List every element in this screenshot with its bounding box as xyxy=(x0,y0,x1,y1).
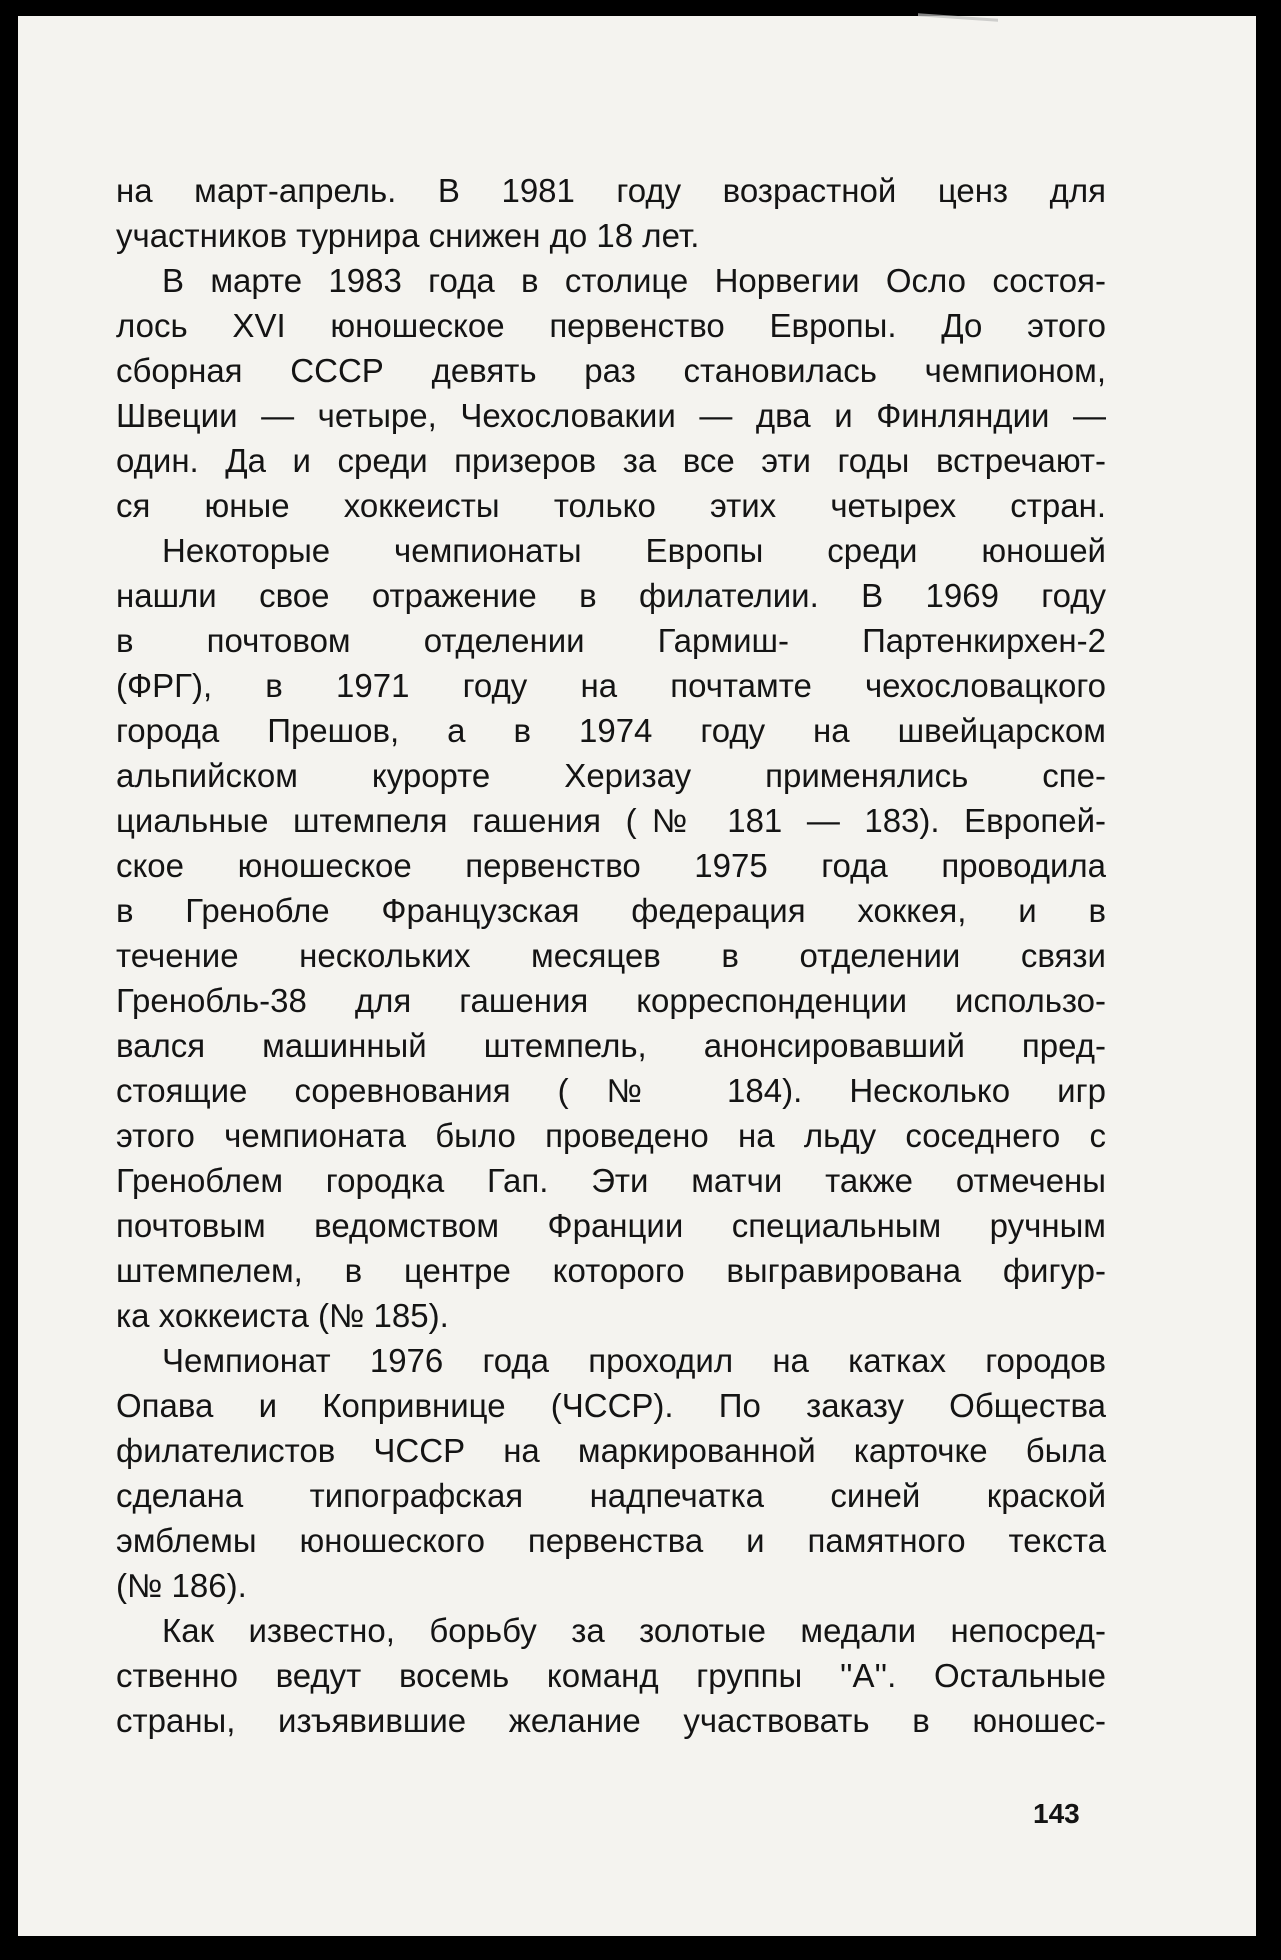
book-page xyxy=(18,16,1256,1936)
text-line: филателистов ЧССР на маркированной карточке была xyxy=(116,1432,1106,1469)
text-line: (№ 186). xyxy=(116,1567,247,1604)
text-line: один. Да и среди призеров за все эти годы встречают- xyxy=(116,442,1106,479)
text-line: этого чемпионата было проведено на льду соседнего с xyxy=(116,1117,1106,1154)
text-line: в почтовом отделении Гармиш- Партенкирхен-2 xyxy=(116,622,1106,659)
text-line: Некоторые чемпионаты Европы среди юношей xyxy=(162,532,1106,569)
text-line: лось XVI юношеское первенство Европы. До этого xyxy=(116,307,1106,344)
text-line: вался машинный штемпель, анонсировавший пред- xyxy=(116,1027,1106,1064)
text-line: Чемпионат 1976 года проходил на катках городов xyxy=(162,1342,1106,1379)
text-line: стоящие соревнования (№ 184). Несколько игр xyxy=(116,1072,1106,1109)
text-line: ка хоккеиста (№ 185). xyxy=(116,1297,449,1334)
text-line: эмблемы юношеского первенства и памятного текста xyxy=(116,1522,1106,1559)
text-line: сделана типографская надпечатка синей краской xyxy=(116,1477,1106,1514)
text-line: Опава и Копривнице (ЧССР). По заказу Общества xyxy=(116,1387,1106,1424)
text-line: Как известно, борьбу за золотые медали непосред- xyxy=(162,1612,1106,1649)
text-line: В марте 1983 года в столице Норвегии Осло состоя- xyxy=(162,262,1106,299)
text-line: течение нескольких месяцев в отделении связи xyxy=(116,937,1106,974)
text-line: ское юношеское первенство 1975 года проводила xyxy=(116,847,1106,884)
text-line: города Прешов, а в 1974 году на швейцарском xyxy=(116,712,1106,749)
text-line: циальные штемпеля гашения (№ 181 — 183). Европей- xyxy=(116,802,1106,839)
text-line: ся юные хоккеисты только этих четырех стран. xyxy=(116,487,1106,524)
text-line: ственно ведут восемь команд группы ''А''. Остальные xyxy=(116,1657,1106,1694)
text-line: (ФРГ), в 1971 году на почтамте чехословацкого xyxy=(116,667,1106,704)
scan-artifact xyxy=(918,13,998,36)
page-number: 143 xyxy=(1033,1798,1080,1829)
text-line: почтовым ведомством Франции специальным ручным xyxy=(116,1207,1106,1244)
text-line: участников турнира снижен до 18 лет. xyxy=(116,217,700,254)
text-line: Швеции — четыре, Чехословакии — два и Финляндии — xyxy=(116,397,1106,434)
text-line: в Гренобле Французская федерация хоккея, и в xyxy=(116,892,1106,929)
text-line: нашли свое отражение в филателии. В 1969 году xyxy=(116,577,1106,614)
text-line: на март-апрель. В 1981 году возрастной ценз для xyxy=(116,172,1106,209)
text-line: Греноблем городка Гап. Эти матчи также отмечены xyxy=(116,1162,1106,1199)
text-line: альпийском курорте Херизау применялись спе- xyxy=(116,757,1106,794)
body-text xyxy=(116,168,1106,1743)
text-line: страны, изъявившие желание участвовать в юношес- xyxy=(116,1702,1106,1739)
text-line: штемпелем, в центре которого выгравирована фигур- xyxy=(116,1252,1106,1289)
text-line: сборная СССР девять раз становилась чемпионом, xyxy=(116,352,1106,389)
text-line: Гренобль-38 для гашения корреспонденции использо- xyxy=(116,982,1106,1019)
